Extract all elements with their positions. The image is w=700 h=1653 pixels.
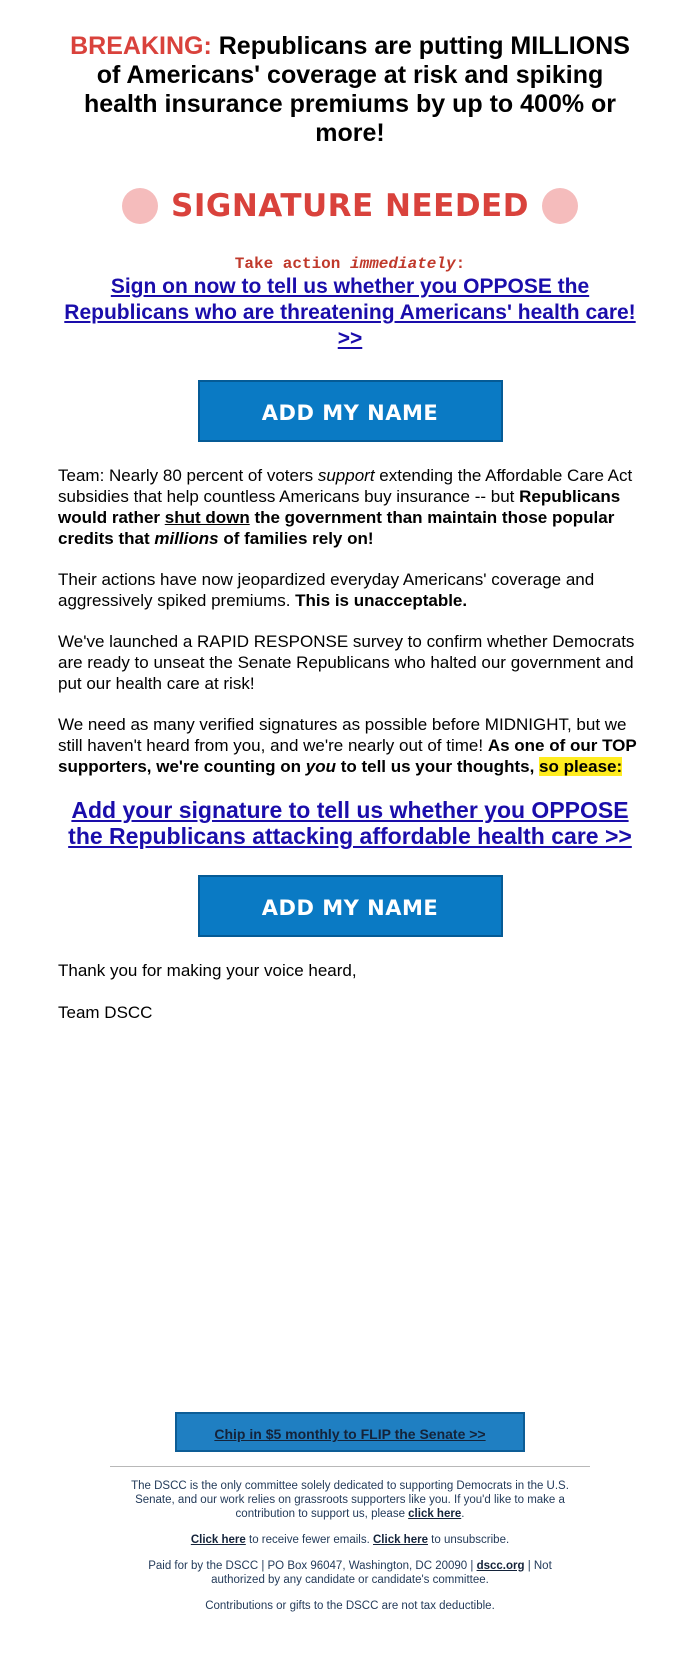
circle-icon xyxy=(542,188,578,224)
paragraph-2: Their actions have now jeopardized everyday Americans' coverage and aggressively spiked premiums. This is unacceptable. xyxy=(58,570,595,610)
contribute-link[interactable]: click here xyxy=(408,1508,462,1520)
fewer-emails-link[interactable]: Click here xyxy=(190,1534,246,1546)
paragraph-1: Team: Nearly 80 percent of voters support extending the Affordable Care Act subsidies that help countless Americans buy insurance -- but Republicans would rather shut down the government than maintain those popular credits that millions of families rely on! xyxy=(58,466,633,548)
tax-text: Contributions or gifts to the DSCC are not tax deductible. xyxy=(205,1600,495,1612)
divider xyxy=(110,1466,590,1467)
breaking-label: BREAKING: xyxy=(70,32,212,60)
signoff-text: Team DSCC xyxy=(58,1003,153,1022)
unsubscribe-link[interactable]: Click here xyxy=(373,1534,428,1546)
thank-you-text: Thank you for making your voice heard, xyxy=(58,961,357,980)
take-action-label: Take action immediately: xyxy=(234,255,466,273)
paragraph-3: We've launched a RAPID RESPONSE survey to confirm whether Democrats are ready to unseat the Senate Republicans who halted our government and put our health care at risk! xyxy=(58,632,635,693)
headline xyxy=(58,0,642,148)
chip-in-button[interactable]: Chip in $5 monthly to FLIP the Senate >> xyxy=(175,1412,525,1452)
paid-for-text: Paid for by the DSCC | PO Box 96047, Washington, DC 20090 | dscc.org | Not authorized by any candidate or candidate's committee. xyxy=(148,1560,552,1586)
headline-text: Republicans are putting MILLIONS of Americans' coverage at risk and spiking health insurance premiums by up to 400% or more! xyxy=(83,32,630,147)
sign-on-link[interactable]: Sign on now to tell us whether you OPPOSE the Republicans who are threatening Americans' health care! >> xyxy=(64,275,636,350)
email-body xyxy=(58,0,642,1023)
add-signature-link[interactable]: Add your signature to tell us whether you OPPOSE the Republicans attacking affordable health care >> xyxy=(68,797,632,849)
add-my-name-button-2[interactable]: ADD MY NAME xyxy=(198,875,503,937)
signature-needed-banner xyxy=(58,184,642,228)
email-prefs-text: Click here to receive fewer emails. Click here to unsubscribe. xyxy=(190,1534,510,1546)
signature-needed-text: SIGNATURE NEEDED xyxy=(171,188,529,224)
highlight-text: so please: xyxy=(539,757,623,776)
dscc-site-link[interactable]: dscc.org xyxy=(476,1560,525,1572)
paragraph-4: We need as many verified signatures as possible before MIDNIGHT, but we still haven't heard from you, and we're nearly out of time! As one of our TOP supporters, we're counting on you to tell us your thoughts, so please: xyxy=(58,715,637,776)
about-text: The DSCC is the only committee solely dedicated to supporting Democrats in the U.S. Senate, and our work relies on grassroots supporters like you. If you'd like to make a contribution to support us, please click here. xyxy=(131,1480,569,1520)
footer xyxy=(0,1412,700,1613)
add-my-name-button[interactable]: ADD MY NAME xyxy=(198,380,503,442)
circle-icon xyxy=(122,188,158,224)
